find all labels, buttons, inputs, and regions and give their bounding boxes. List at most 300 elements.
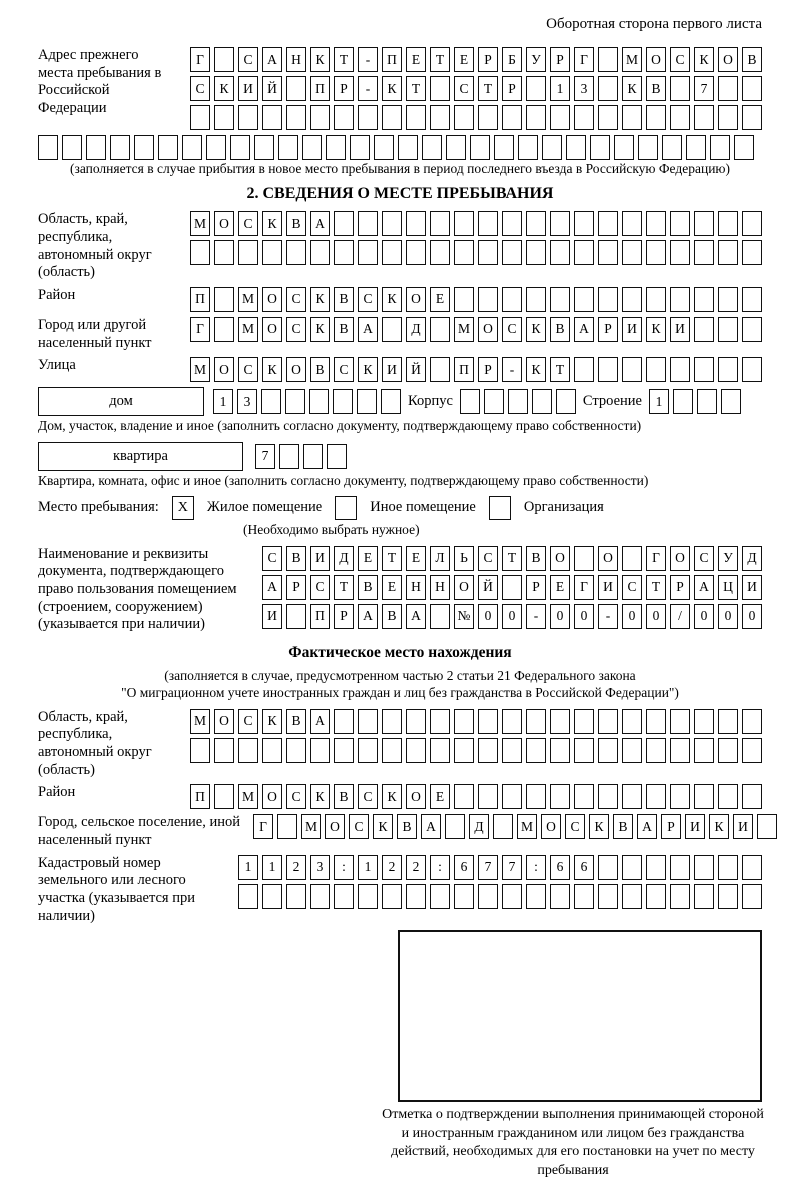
char-cell[interactable] [566, 135, 586, 160]
char-cell[interactable]: О [718, 47, 738, 72]
char-cell[interactable]: П [190, 784, 210, 809]
char-cell[interactable]: К [694, 47, 714, 72]
char-cell[interactable] [334, 884, 354, 909]
char-cell[interactable] [556, 389, 576, 414]
char-cell[interactable]: Е [382, 575, 402, 600]
char-cell[interactable]: М [190, 709, 210, 734]
char-cell[interactable]: 1 [550, 76, 570, 101]
char-cell[interactable]: С [238, 357, 258, 382]
char-cell[interactable]: Т [550, 357, 570, 382]
char-cell[interactable] [303, 444, 323, 469]
char-cell[interactable] [622, 855, 642, 880]
char-cell[interactable]: У [526, 47, 546, 72]
char-cell[interactable]: М [301, 814, 321, 839]
char-cell[interactable]: А [310, 211, 330, 236]
char-cell[interactable] [478, 211, 498, 236]
char-cell[interactable]: А [694, 575, 714, 600]
char-cell[interactable]: Е [430, 287, 450, 312]
char-cell[interactable]: М [454, 317, 474, 342]
char-cell[interactable] [646, 357, 666, 382]
house-field[interactable] [38, 387, 204, 416]
char-cell[interactable]: И [685, 814, 705, 839]
char-cell[interactable] [550, 709, 570, 734]
char-cell[interactable] [38, 135, 58, 160]
char-cell[interactable]: К [214, 76, 234, 101]
char-cell[interactable]: Н [430, 575, 450, 600]
char-cell[interactable]: 6 [550, 855, 570, 880]
char-cell[interactable]: Т [430, 47, 450, 72]
char-cell[interactable]: Т [646, 575, 666, 600]
char-cell[interactable] [550, 784, 570, 809]
char-cell[interactable]: И [622, 317, 642, 342]
char-cell[interactable] [238, 738, 258, 763]
char-cell[interactable]: 1 [358, 855, 378, 880]
char-cell[interactable] [261, 389, 281, 414]
char-cell[interactable]: В [286, 546, 306, 571]
char-cell[interactable] [622, 211, 642, 236]
char-cell[interactable]: Р [550, 47, 570, 72]
char-cell[interactable] [502, 738, 522, 763]
char-cell[interactable] [406, 240, 426, 265]
char-cell[interactable]: В [646, 76, 666, 101]
char-cell[interactable] [526, 784, 546, 809]
char-cell[interactable] [460, 389, 480, 414]
char-cell[interactable] [742, 317, 762, 342]
char-cell[interactable] [646, 784, 666, 809]
char-cell[interactable] [742, 287, 762, 312]
char-cell[interactable] [190, 240, 210, 265]
char-cell[interactable] [286, 738, 306, 763]
char-cell[interactable]: А [406, 604, 426, 629]
char-cell[interactable] [686, 135, 706, 160]
char-cell[interactable] [430, 240, 450, 265]
char-cell[interactable] [214, 317, 234, 342]
char-cell[interactable]: Р [286, 575, 306, 600]
char-cell[interactable]: Е [430, 784, 450, 809]
char-cell[interactable] [518, 135, 538, 160]
char-cell[interactable] [62, 135, 82, 160]
char-cell[interactable]: О [262, 317, 282, 342]
char-cell[interactable] [574, 709, 594, 734]
char-cell[interactable] [670, 76, 690, 101]
char-cell[interactable]: - [526, 604, 546, 629]
char-cell[interactable]: С [454, 76, 474, 101]
char-cell[interactable] [454, 240, 474, 265]
char-cell[interactable] [670, 884, 690, 909]
char-cell[interactable]: 3 [310, 855, 330, 880]
char-cell[interactable]: Н [406, 575, 426, 600]
char-cell[interactable]: - [598, 604, 618, 629]
char-cell[interactable]: У [718, 546, 738, 571]
char-cell[interactable] [646, 738, 666, 763]
char-cell[interactable]: О [214, 357, 234, 382]
char-cell[interactable]: К [526, 357, 546, 382]
char-cell[interactable]: Е [406, 47, 426, 72]
char-cell[interactable] [574, 884, 594, 909]
char-cell[interactable]: К [589, 814, 609, 839]
char-cell[interactable]: В [334, 784, 354, 809]
char-cell[interactable] [550, 240, 570, 265]
char-cell[interactable] [574, 357, 594, 382]
char-cell[interactable]: Т [334, 47, 354, 72]
char-cell[interactable] [742, 709, 762, 734]
char-cell[interactable] [382, 884, 402, 909]
char-cell[interactable]: Т [406, 76, 426, 101]
char-cell[interactable] [430, 709, 450, 734]
char-cell[interactable] [430, 604, 450, 629]
char-cell[interactable]: С [310, 575, 330, 600]
char-cell[interactable] [526, 287, 546, 312]
char-cell[interactable] [134, 135, 154, 160]
char-cell[interactable]: К [622, 76, 642, 101]
char-cell[interactable] [279, 444, 299, 469]
char-cell[interactable]: Р [334, 76, 354, 101]
char-cell[interactable]: С [238, 709, 258, 734]
char-cell[interactable] [694, 357, 714, 382]
char-cell[interactable]: Е [550, 575, 570, 600]
char-cell[interactable] [430, 317, 450, 342]
char-cell[interactable] [550, 738, 570, 763]
char-cell[interactable] [742, 784, 762, 809]
checkbox-organization[interactable] [489, 496, 511, 520]
char-cell[interactable] [334, 709, 354, 734]
char-cell[interactable]: - [502, 357, 522, 382]
char-cell[interactable]: 1 [649, 389, 669, 414]
char-cell[interactable] [718, 240, 738, 265]
char-cell[interactable] [310, 105, 330, 130]
char-cell[interactable]: С [622, 575, 642, 600]
char-cell[interactable] [470, 135, 490, 160]
char-cell[interactable]: О [406, 784, 426, 809]
char-cell[interactable]: О [454, 575, 474, 600]
char-cell[interactable] [757, 814, 777, 839]
char-cell[interactable]: А [262, 575, 282, 600]
char-cell[interactable] [526, 709, 546, 734]
char-cell[interactable]: А [574, 317, 594, 342]
char-cell[interactable]: С [358, 287, 378, 312]
char-cell[interactable]: О [598, 546, 618, 571]
char-cell[interactable]: А [421, 814, 441, 839]
char-cell[interactable]: В [310, 357, 330, 382]
char-cell[interactable]: О [325, 814, 345, 839]
char-cell[interactable]: Л [430, 546, 450, 571]
char-cell[interactable]: С [349, 814, 369, 839]
char-cell[interactable]: О [550, 546, 570, 571]
char-cell[interactable] [734, 135, 754, 160]
char-cell[interactable] [718, 76, 738, 101]
char-cell[interactable] [598, 357, 618, 382]
char-cell[interactable]: С [358, 784, 378, 809]
char-cell[interactable]: И [262, 604, 282, 629]
char-cell[interactable] [230, 135, 250, 160]
char-cell[interactable]: : [526, 855, 546, 880]
char-cell[interactable] [670, 357, 690, 382]
char-cell[interactable] [238, 884, 258, 909]
char-cell[interactable] [86, 135, 106, 160]
char-cell[interactable]: А [637, 814, 657, 839]
char-cell[interactable] [309, 389, 329, 414]
char-cell[interactable]: - [358, 47, 378, 72]
char-cell[interactable]: : [334, 855, 354, 880]
char-cell[interactable]: 7 [478, 855, 498, 880]
char-cell[interactable]: В [286, 211, 306, 236]
char-cell[interactable] [286, 604, 306, 629]
char-cell[interactable]: И [742, 575, 762, 600]
char-cell[interactable] [742, 105, 762, 130]
char-cell[interactable] [206, 135, 226, 160]
char-cell[interactable] [574, 784, 594, 809]
char-cell[interactable] [670, 211, 690, 236]
char-cell[interactable] [742, 240, 762, 265]
char-cell[interactable]: 6 [454, 855, 474, 880]
char-cell[interactable]: Р [478, 357, 498, 382]
char-cell[interactable] [526, 884, 546, 909]
char-cell[interactable] [598, 287, 618, 312]
char-cell[interactable] [358, 709, 378, 734]
char-cell[interactable] [262, 738, 282, 763]
char-cell[interactable]: Г [574, 47, 594, 72]
char-cell[interactable] [382, 738, 402, 763]
char-cell[interactable]: И [598, 575, 618, 600]
char-cell[interactable] [662, 135, 682, 160]
char-cell[interactable]: Ц [718, 575, 738, 600]
char-cell[interactable] [262, 240, 282, 265]
char-cell[interactable] [214, 47, 234, 72]
char-cell[interactable]: Т [502, 546, 522, 571]
char-cell[interactable] [454, 884, 474, 909]
char-cell[interactable] [190, 105, 210, 130]
char-cell[interactable]: 3 [237, 389, 257, 414]
char-cell[interactable] [670, 784, 690, 809]
char-cell[interactable]: В [358, 575, 378, 600]
char-cell[interactable]: К [382, 76, 402, 101]
char-cell[interactable] [406, 709, 426, 734]
char-cell[interactable]: 0 [550, 604, 570, 629]
char-cell[interactable] [214, 240, 234, 265]
char-cell[interactable]: К [310, 784, 330, 809]
char-cell[interactable] [406, 211, 426, 236]
char-cell[interactable] [262, 105, 282, 130]
char-cell[interactable]: 0 [622, 604, 642, 629]
char-cell[interactable]: М [190, 211, 210, 236]
char-cell[interactable] [406, 738, 426, 763]
char-cell[interactable]: В [613, 814, 633, 839]
char-cell[interactable] [622, 287, 642, 312]
char-cell[interactable] [302, 135, 322, 160]
char-cell[interactable]: А [262, 47, 282, 72]
char-cell[interactable]: О [262, 784, 282, 809]
char-cell[interactable] [622, 357, 642, 382]
char-cell[interactable] [110, 135, 130, 160]
char-cell[interactable]: С [286, 287, 306, 312]
char-cell[interactable] [742, 884, 762, 909]
char-cell[interactable]: К [382, 287, 402, 312]
char-cell[interactable] [278, 135, 298, 160]
char-cell[interactable] [598, 240, 618, 265]
char-cell[interactable]: К [709, 814, 729, 839]
char-cell[interactable] [238, 240, 258, 265]
char-cell[interactable]: С [565, 814, 585, 839]
char-cell[interactable] [550, 105, 570, 130]
char-cell[interactable]: П [382, 47, 402, 72]
char-cell[interactable] [286, 884, 306, 909]
char-cell[interactable] [598, 76, 618, 101]
char-cell[interactable] [358, 211, 378, 236]
char-cell[interactable] [742, 76, 762, 101]
char-cell[interactable] [310, 884, 330, 909]
char-cell[interactable] [694, 240, 714, 265]
char-cell[interactable]: 1 [262, 855, 282, 880]
char-cell[interactable] [454, 105, 474, 130]
char-cell[interactable] [622, 884, 642, 909]
char-cell[interactable]: 7 [694, 76, 714, 101]
char-cell[interactable] [374, 135, 394, 160]
char-cell[interactable]: К [373, 814, 393, 839]
char-cell[interactable] [550, 287, 570, 312]
char-cell[interactable] [742, 738, 762, 763]
char-cell[interactable] [430, 357, 450, 382]
char-cell[interactable] [598, 784, 618, 809]
char-cell[interactable]: Г [646, 546, 666, 571]
char-cell[interactable]: Д [742, 546, 762, 571]
char-cell[interactable] [718, 709, 738, 734]
char-cell[interactable]: М [517, 814, 537, 839]
char-cell[interactable] [670, 287, 690, 312]
char-cell[interactable] [646, 855, 666, 880]
char-cell[interactable]: К [262, 211, 282, 236]
char-cell[interactable] [718, 738, 738, 763]
char-cell[interactable] [398, 135, 418, 160]
char-cell[interactable] [622, 105, 642, 130]
char-cell[interactable]: С [238, 211, 258, 236]
char-cell[interactable]: 2 [286, 855, 306, 880]
char-cell[interactable]: М [238, 287, 258, 312]
char-cell[interactable] [334, 738, 354, 763]
char-cell[interactable]: / [670, 604, 690, 629]
char-cell[interactable]: О [406, 287, 426, 312]
char-cell[interactable] [334, 240, 354, 265]
char-cell[interactable] [670, 709, 690, 734]
char-cell[interactable] [622, 709, 642, 734]
char-cell[interactable]: С [286, 317, 306, 342]
char-cell[interactable] [334, 211, 354, 236]
char-cell[interactable] [622, 546, 642, 571]
char-cell[interactable]: Т [478, 76, 498, 101]
char-cell[interactable]: 0 [502, 604, 522, 629]
char-cell[interactable]: - [358, 76, 378, 101]
char-cell[interactable] [454, 709, 474, 734]
char-cell[interactable] [646, 240, 666, 265]
char-cell[interactable]: К [310, 47, 330, 72]
char-cell[interactable] [694, 784, 714, 809]
char-cell[interactable] [646, 211, 666, 236]
char-cell[interactable]: М [190, 357, 210, 382]
char-cell[interactable]: О [214, 211, 234, 236]
char-cell[interactable] [670, 105, 690, 130]
char-cell[interactable]: 0 [742, 604, 762, 629]
char-cell[interactable] [286, 105, 306, 130]
char-cell[interactable] [286, 240, 306, 265]
char-cell[interactable] [598, 738, 618, 763]
char-cell[interactable] [478, 738, 498, 763]
char-cell[interactable] [646, 287, 666, 312]
char-cell[interactable]: Р [661, 814, 681, 839]
char-cell[interactable]: 2 [406, 855, 426, 880]
char-cell[interactable] [638, 135, 658, 160]
char-cell[interactable] [326, 135, 346, 160]
char-cell[interactable] [493, 814, 513, 839]
char-cell[interactable] [742, 211, 762, 236]
char-cell[interactable] [646, 709, 666, 734]
char-cell[interactable]: 0 [646, 604, 666, 629]
char-cell[interactable] [646, 105, 666, 130]
char-cell[interactable] [598, 211, 618, 236]
char-cell[interactable] [526, 211, 546, 236]
char-cell[interactable] [742, 357, 762, 382]
char-cell[interactable] [478, 105, 498, 130]
char-cell[interactable]: Н [286, 47, 306, 72]
char-cell[interactable] [574, 240, 594, 265]
char-cell[interactable]: П [310, 76, 330, 101]
char-cell[interactable] [694, 884, 714, 909]
char-cell[interactable]: В [382, 604, 402, 629]
char-cell[interactable] [694, 105, 714, 130]
char-cell[interactable]: Б [502, 47, 522, 72]
char-cell[interactable]: И [238, 76, 258, 101]
char-cell[interactable]: С [262, 546, 282, 571]
char-cell[interactable] [454, 287, 474, 312]
char-cell[interactable]: Р [478, 47, 498, 72]
char-cell[interactable] [502, 784, 522, 809]
char-cell[interactable] [238, 105, 258, 130]
char-cell[interactable] [214, 287, 234, 312]
char-cell[interactable] [382, 240, 402, 265]
char-cell[interactable] [182, 135, 202, 160]
char-cell[interactable]: О [286, 357, 306, 382]
char-cell[interactable]: Д [334, 546, 354, 571]
char-cell[interactable] [694, 287, 714, 312]
char-cell[interactable] [214, 738, 234, 763]
char-cell[interactable] [502, 105, 522, 130]
char-cell[interactable] [718, 105, 738, 130]
char-cell[interactable] [718, 855, 738, 880]
char-cell[interactable]: О [262, 287, 282, 312]
char-cell[interactable]: Т [382, 546, 402, 571]
char-cell[interactable]: Г [253, 814, 273, 839]
char-cell[interactable] [590, 135, 610, 160]
char-cell[interactable] [574, 211, 594, 236]
char-cell[interactable]: А [310, 709, 330, 734]
char-cell[interactable] [286, 76, 306, 101]
char-cell[interactable] [718, 317, 738, 342]
char-cell[interactable]: И [670, 317, 690, 342]
char-cell[interactable] [598, 884, 618, 909]
char-cell[interactable] [478, 784, 498, 809]
char-cell[interactable]: 0 [694, 604, 714, 629]
char-cell[interactable]: Ь [454, 546, 474, 571]
char-cell[interactable]: 0 [574, 604, 594, 629]
char-cell[interactable] [484, 389, 504, 414]
char-cell[interactable] [262, 884, 282, 909]
char-cell[interactable]: С [502, 317, 522, 342]
char-cell[interactable] [478, 709, 498, 734]
char-cell[interactable]: К [382, 784, 402, 809]
char-cell[interactable]: О [214, 709, 234, 734]
char-cell[interactable] [697, 389, 717, 414]
char-cell[interactable] [508, 389, 528, 414]
char-cell[interactable]: К [262, 357, 282, 382]
char-cell[interactable] [718, 211, 738, 236]
